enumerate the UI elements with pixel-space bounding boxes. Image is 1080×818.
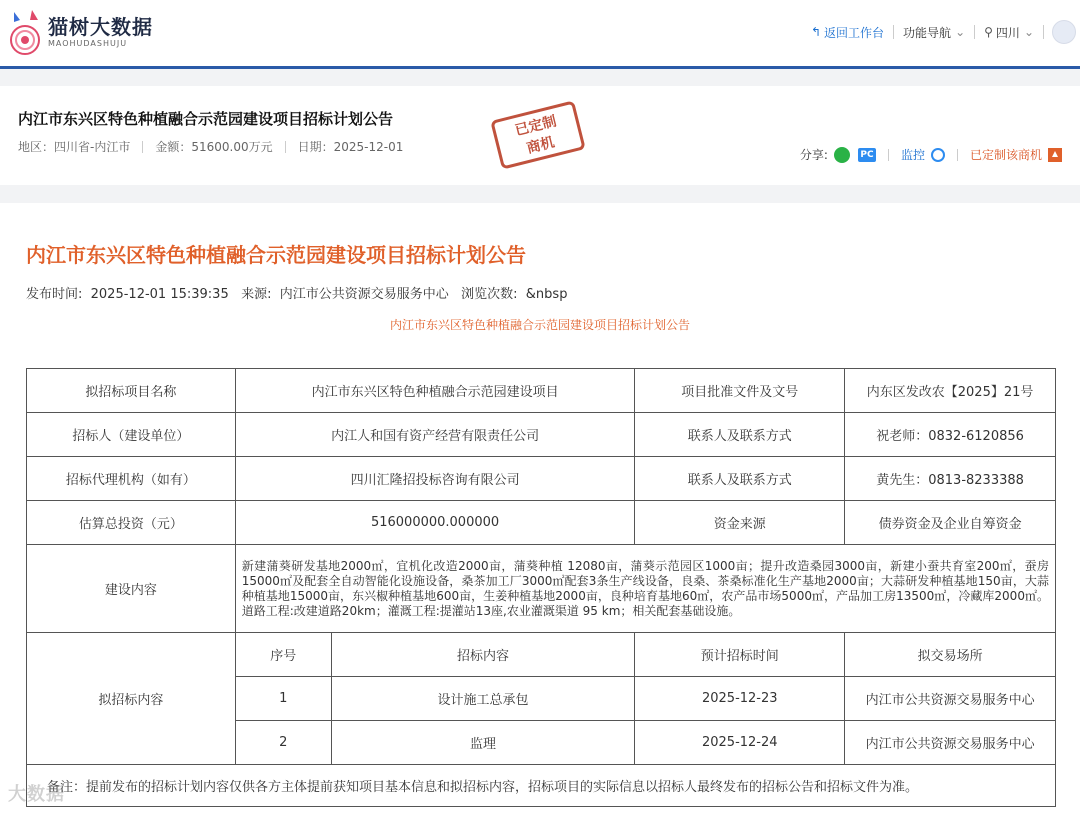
bookmark-icon[interactable] (1048, 148, 1062, 162)
table-cell: 祝老师：0832-6120856 (845, 413, 1056, 457)
table-cell: 监理 (331, 721, 635, 765)
wechat-icon[interactable] (834, 147, 850, 163)
top-bar (0, 0, 1080, 66)
header-nav (802, 18, 1080, 46)
divider (888, 149, 889, 161)
table-cell: 516000000.000000 (235, 501, 635, 545)
table-cell: 建设内容 (27, 545, 236, 633)
divider (1043, 25, 1044, 39)
table-cell: 估算总投资（元） (27, 501, 236, 545)
table-cell: 黄先生：0813-8233388 (845, 457, 1056, 501)
share-label: 分享: (799, 148, 828, 162)
table-row (27, 369, 1056, 413)
table-cell: 招标代理机构（如有） (27, 457, 236, 501)
table-cell: 内江人和国有资产经营有限责任公司 (235, 413, 635, 457)
logo[interactable] (6, 6, 153, 58)
table-row (27, 413, 1056, 457)
chevron-down-icon: ⌄ (1023, 25, 1034, 39)
table-cell: 2025-12-23 (635, 677, 845, 721)
pc-share-icon[interactable]: PC (858, 148, 876, 162)
table-cell: 内江市公共资源交易服务中心 (845, 721, 1056, 765)
table-cell: 拟招标内容 (27, 633, 236, 765)
logo-name: 猫树大数据 (48, 15, 153, 39)
watermark: 大数据 (8, 784, 65, 805)
customized-link[interactable]: 已定制该商机 (969, 148, 1042, 162)
construction-content: 新建蒲葵研发基地2000㎡，宜机化改造2000亩，蒲葵种植 12080亩，蒲葵示范园区1000亩；提升改造桑园3000亩，新建小蚕共育室200㎡，蚕房15000㎡及配套全自动智能化设施设备，桑茶加工厂3000㎡配套3条生产线设备，良桑、茶桑标准化生产基地2000亩；大蒜研发种植基地150亩，大蒜种植基地15000亩，东兴椒种植基地600亩，生姜种植基地2000亩，良种培育基地60㎡，农产品市场5000㎡，产品加工房13500㎡，冷藏库2000㎡。道路工程:改建道路20km；灌溉工程:提灌站13座,农业灌溉渠道 95 km；相关配套基础设施。 (235, 545, 1055, 633)
stamp-line-2: 商机 (525, 134, 557, 157)
user-avatar[interactable] (1052, 20, 1076, 44)
region-selector[interactable] (975, 24, 1043, 41)
tender-plan-table (26, 368, 1056, 807)
table-cell: 联系人及联系方式 (635, 457, 845, 501)
table-cell: 1 (235, 677, 331, 721)
doc-title: 内江市东兴区特色种植融合示范园建设项目招标计划公告 (26, 243, 526, 267)
header-divider (0, 66, 1080, 69)
table-header-cell: 预计招标时间 (635, 633, 845, 677)
table-cell: 内江市东兴区特色种植融合示范园建设项目 (235, 369, 635, 413)
info-title: 内江市东兴区特色种植融合示范园建设项目招标计划公告 (18, 110, 394, 128)
doc-subtitle: 内江市东兴区特色种植融合示范园建设项目招标计划公告 (389, 318, 690, 332)
region-label: 四川 (995, 25, 1020, 40)
customized-stamp (490, 100, 586, 169)
table-row (27, 765, 1056, 807)
table-header-cell: 序号 (235, 633, 331, 677)
back-label: 返回工作台 (824, 25, 885, 40)
table-cell: 资金来源 (635, 501, 845, 545)
table-row (27, 457, 1056, 501)
divider (285, 141, 286, 153)
back-arrow-icon: ↰ (810, 25, 822, 39)
logo-subtitle: MAOHUDASHUJU (48, 39, 128, 48)
table-cell: 设计施工总承包 (331, 677, 635, 721)
table-cell: 拟招标项目名称 (27, 369, 236, 413)
back-to-workbench-link[interactable] (802, 24, 893, 41)
table-cell: 债券资金及企业自筹资金 (845, 501, 1056, 545)
table-cell: 2025-12-24 (635, 721, 845, 765)
publish-info: 发布时间: 2025-12-01 15:39:35 来源: 内江市公共资源交易服务中心 浏览次数: &nbsp (26, 287, 568, 302)
table-header-cell: 拟交易场所 (845, 633, 1056, 677)
amount-meta: 金额：51600.00万元 (155, 140, 273, 154)
table-cell: 联系人及联系方式 (635, 413, 845, 457)
table-cell: 招标人（建设单位） (27, 413, 236, 457)
function-nav-dropdown[interactable] (894, 24, 974, 41)
table-cell: 内东区发改农【2025】21号 (845, 369, 1056, 413)
divider (957, 149, 958, 161)
table-cell: 四川汇隆招投标咨询有限公司 (235, 457, 635, 501)
info-actions (800, 146, 1062, 163)
table-cell: 2 (235, 721, 331, 765)
location-pin-icon: ⚲ (984, 25, 993, 39)
table-row (27, 545, 1056, 633)
info-meta (18, 138, 403, 155)
monitor-icon[interactable] (931, 148, 945, 162)
table-header-cell: 招标内容 (331, 633, 635, 677)
table-row (27, 633, 1056, 677)
table-note: 备注：提前发布的招标计划内容仅供各方主体提前获知项目基本信息和拟招标内容，招标项目的实际信息以招标人最终发布的招标公告和招标文件为准。 (27, 765, 1056, 807)
info-card (0, 86, 1080, 185)
monitor-link[interactable]: 监控 (900, 148, 925, 162)
function-nav-label: 功能导航 (903, 25, 952, 40)
divider (142, 141, 143, 153)
logo-mark-icon (6, 6, 44, 58)
chevron-down-icon: ⌄ (955, 25, 966, 39)
table-cell: 内江市公共资源交易服务中心 (845, 677, 1056, 721)
date-meta: 日期：2025-12-01 (297, 140, 404, 154)
table-cell: 项目批准文件及文号 (635, 369, 845, 413)
region-meta: 地区：四川省-内江市 (18, 140, 131, 154)
table-row (27, 501, 1056, 545)
stamp-line-1: 已定制 (513, 113, 559, 140)
content-card (0, 203, 1080, 818)
